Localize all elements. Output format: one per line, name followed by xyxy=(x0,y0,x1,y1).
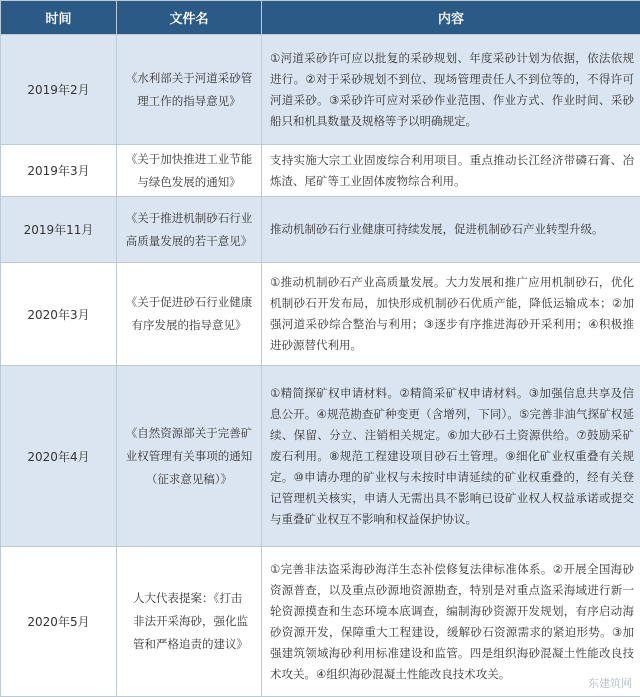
row-document-name: 《自然资源部关于完善矿业权管理有关事项的通知（征求意见稿）》 xyxy=(117,366,262,547)
row-content: ①完善非法盗采海砂海洋生态补偿修复法律标准体系。②开展全国海砂资源普查，以及重点砂源地资源勘查，特别是对重点盗采海域进行新一轮资源摸查和生态环境本底调查，编制海砂资源开发规划，有序启动海砂资源开发，保障重大工程建设，缓解砂石资源需求的紧迫形势。③加强建筑领域海砂利用标准建设和监管。四是组织海砂混凝土性能改良技术攻关。④组织海砂混凝土性能改良技术攻关。 xyxy=(262,547,640,697)
header-time: 时间 xyxy=(1,1,117,35)
row-document-name: 《关于加快推进工业节能与绿色发展的通知》 xyxy=(117,145,262,197)
row-time: 2019年2月 xyxy=(1,35,117,145)
row-content: 支持实施大宗工业固废综合利用项目。重点推动长江经济带磷石膏、冶炼渣、尾矿等工业固体废物综合利用。 xyxy=(262,145,640,197)
row-document-name: 《关于促进砂石行业健康有序发展的指导意见》 xyxy=(117,263,262,366)
header-name: 文件名 xyxy=(117,1,262,35)
row-time: 2019年3月 xyxy=(1,145,117,197)
row-document-name: 《水利部关于河道采砂管理工作的指导意见》 xyxy=(117,35,262,145)
row-time: 2019年11月 xyxy=(1,197,117,263)
watermark: 东建筑网 xyxy=(588,675,632,691)
row-time: 2020年3月 xyxy=(1,263,117,366)
row-document-name: 人大代表提案：《打击非法开采海砂，强化监管和严格追责的建议》 xyxy=(117,547,262,697)
table-row xyxy=(1,197,640,263)
table-row xyxy=(1,145,640,197)
row-time: 2020年5月 xyxy=(1,547,117,697)
row-content: ①推动机制砂石产业高质量发展。大力发展和推广应用机制砂石，优化机制砂石开发布局，加快形成机制砂石优质产能，降低运输成本；②加强河道采砂综合整治与利用；③逐步有序推进海砂开采利用；④积极推进砂源替代利用。 xyxy=(262,263,640,366)
row-content: 推动机制砂石行业健康可持续发展，促进机制砂石产业转型升级。 xyxy=(262,197,640,263)
header-content: 内容 xyxy=(262,1,640,35)
row-content: ①河道采砂许可应以批复的采砂规划、年度采砂计划为依据，依法依规进行。②对于采砂规划不到位、现场管理责任人不到位等的，不得许可河道采砂。③采砂许可应对采砂作业范围、作业方式、作业时间、采砂船只和机具数量及规格等予以明确规定。 xyxy=(262,35,640,145)
table-row xyxy=(1,263,640,366)
row-document-name: 《关于推进机制砂石行业高质量发展的若干意见》 xyxy=(117,197,262,263)
table-row xyxy=(1,366,640,547)
header-row xyxy=(1,1,640,35)
table-row xyxy=(1,35,640,145)
row-content: ①精简探矿权申请材料。②精简采矿权申请材料。③加强信息共享及信息公开。④规范勘查矿种变更（含增列，下同）。⑤完善非油气探矿权延续、保留、分立、注销相关规定。⑥加大砂石土资源供给。⑦鼓励采矿废石利用。⑧规范工程建设项目砂石土管理。⑨细化矿业权重叠有关规定。⑩申请办理的矿业权与未按时申请延续的矿业权重叠的，经有关登记管理机关核实，申请人无需出具不影响已设矿业权人权益承诺或提交与重叠矿业权互不影响和权益保护协议。 xyxy=(262,366,640,547)
table-row xyxy=(1,547,640,697)
row-time: 2020年4月 xyxy=(1,366,117,547)
